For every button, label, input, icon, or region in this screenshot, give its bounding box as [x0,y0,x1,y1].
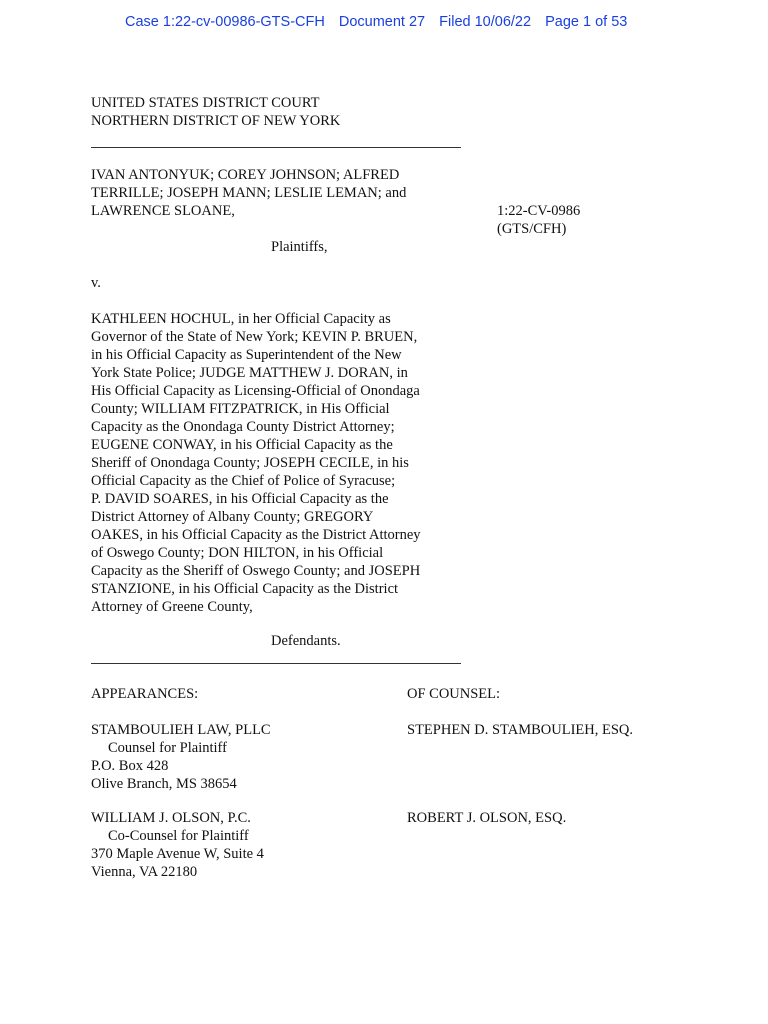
case-number-line-1: 1:22-CV-0986 [497,203,581,219]
defendants-line: Capacity as the Onondaga County District Attorney; [91,419,395,435]
defendants-line: His Official Capacity as Licensing-Official of Onondaga [91,383,420,399]
counsel-name: STEPHEN D. STAMBOULIEH, ESQ. [407,722,634,738]
ecf-filed-date: Filed 10/06/22 [439,14,532,30]
defendants-line: Sheriff of Onondaga County; JOSEPH CECILE, in his [91,455,409,471]
case-number-block [497,202,580,238]
firm-name: STAMBOULIEH LAW, PLLC [91,722,271,738]
firm-role: Co-Counsel for Plaintiff [108,828,249,844]
versus: v. [91,275,101,291]
plaintiffs-block [91,166,406,220]
defendants-line: OAKES, in his Official Capacity as the District Attorney [91,527,421,543]
plaintiffs-line: TERRILLE; JOSEPH MANN; LESLIE LEMAN; and [91,185,407,201]
court-name [91,94,340,130]
ecf-case-number: Case 1:22-cv-00986-GTS-CFH [125,14,325,30]
plaintiffs-line: LAWRENCE SLOANE, [91,203,235,219]
appearances-heading: APPEARANCES: [91,686,199,702]
defendants-line: Attorney of Greene County, [91,599,253,615]
defendants-label: Defendants. [271,633,341,649]
plaintiffs-label: Plaintiffs, [271,239,328,255]
firm-address-1: P.O. Box 428 [91,758,169,774]
firm-stambouleh [91,721,271,793]
firm-address-1: 370 Maple Avenue W, Suite 4 [91,846,264,862]
ecf-document-number: Document 27 [338,14,426,30]
defendants-line: Governor of the State of New York; KEVIN P. BRUEN, [91,329,418,345]
defendants-block [91,310,421,616]
firm-role: Counsel for Plaintiff [108,740,227,756]
defendants-line: P. DAVID SOARES, in his Official Capacity as the [91,491,389,507]
plaintiffs-line: IVAN ANTONYUK; COREY JOHNSON; ALFRED [91,167,400,183]
court-line-2: NORTHERN DISTRICT OF NEW YORK [91,113,341,129]
defendants-line: EUGENE CONWAY, in his Official Capacity as the [91,437,393,453]
firm-olson [91,809,264,881]
defendants-line: Capacity as the Sheriff of Oswego County; and JOSEPH [91,563,421,579]
caption-bottom-rule [91,663,461,664]
of-counsel-heading: OF COUNSEL: [407,686,501,702]
defendants-line: of Oswego County; DON HILTON, in his Official [91,545,384,561]
ecf-header [125,14,637,30]
caption-top-rule [91,147,461,148]
firm-address-2: Olive Branch, MS 38654 [91,776,237,792]
defendants-line: York State Police; JUDGE MATTHEW J. DORAN, in [91,365,408,381]
firm-name: WILLIAM J. OLSON, P.C. [91,810,251,826]
counsel-name: ROBERT J. OLSON, ESQ. [407,810,567,826]
defendants-line: County; WILLIAM FITZPATRICK, in His Official [91,401,390,417]
ecf-page-count: Page 1 of 53 [545,14,628,30]
firm-address-2: Vienna, VA 22180 [91,864,198,880]
case-number-line-2: (GTS/CFH) [497,221,567,237]
court-line-1: UNITED STATES DISTRICT COURT [91,95,320,111]
defendants-line: KATHLEEN HOCHUL, in her Official Capacity as [91,311,391,327]
defendants-line: Official Capacity as the Chief of Police of Syracuse; [91,473,396,489]
defendants-line: in his Official Capacity as Superintendent of the New [91,347,402,363]
defendants-line: STANZIONE, in his Official Capacity as the District [91,581,399,597]
defendants-line: District Attorney of Albany County; GREGORY [91,509,374,525]
